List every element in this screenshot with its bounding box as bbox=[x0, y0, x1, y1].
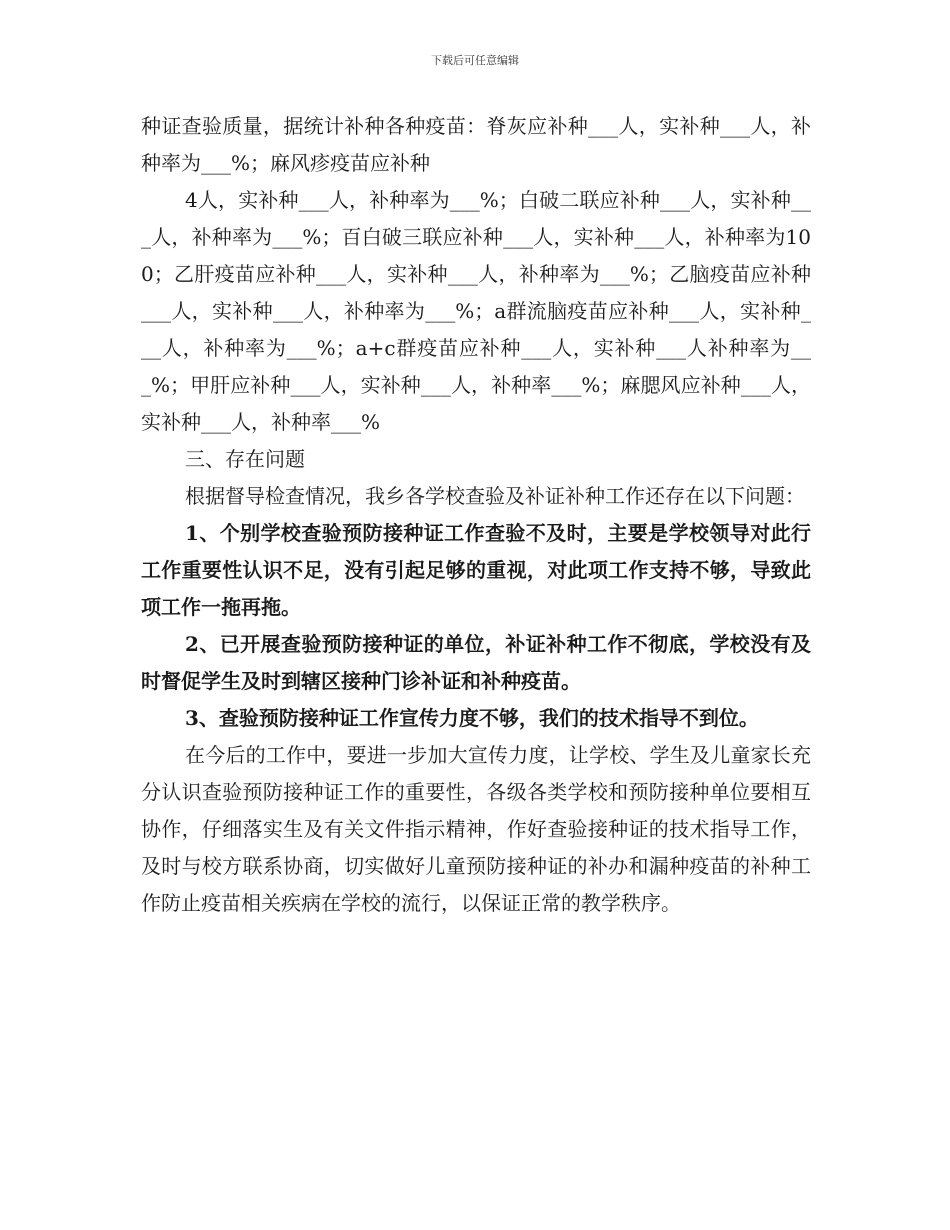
page-header: 下载后可任意编辑 bbox=[431, 54, 519, 67]
problem-item-3: 3、查验预防接种证工作宣传力度不够，我们的技术指导不到位。 bbox=[185, 706, 759, 730]
paragraph-future-work: 在今后的工作中，要进一步加大宣传力度，让学校、学生及儿童家长充分认识查验预防接种证工作的重要性，各级各类学校和预防接种单位要相互协作，仔细落实生及有关文件指示精神，作好查验接种证的技术指导工作，及时与校方联系协商，切实做好儿童预防接种证的补办和漏种疫苗的补种工作防止疫苗相关疾病在学校的流行，以保证正常的教学秩序。 bbox=[141, 743, 811, 915]
document-body bbox=[141, 108, 811, 922]
section-heading-problems: 三、存在问题 bbox=[185, 447, 305, 471]
paragraph-vaccine-stats-1: 种证查验质量，据统计补种各种疫苗：脊灰应补种___人，实补种___人，补种率为___%；麻风疹疫苗应补种 bbox=[141, 114, 811, 175]
problem-item-1: 1、个别学校查验预防接种证工作查验不及时，主要是学校领导对此行工作重要性认识不足，没有引起足够的重视，对此项工作支持不够，导致此项工作一拖再拖。 bbox=[141, 521, 811, 619]
paragraph-problems-intro: 根据督导检查情况，我乡各学校查验及补证补种工作还存在以下问题： bbox=[185, 484, 805, 508]
paragraph-vaccine-stats-2: 4人，实补种___人，补种率为___%；白破二联应补种___人，实补种___人，补种率为___%；百白破三联应补种___人，实补种___人，补种率为100；乙肝疫苗应补种___人，实补种___人，补种率为___%；乙脑疫苗应补种___人，实补种___人，补种率为___%；a群流脑疫苗应补种___人，实补种___人，补种率为___%；a+c群疫苗应补种___人，实补种___人补种率为___%；甲肝应补种___人，实补种___人，补种率___%；麻腮风应补种___人，实补种___人，补种率___% bbox=[141, 188, 811, 434]
problem-item-2: 2、已开展查验预防接种证的单位，补证补种工作不彻底，学校没有及时督促学生及时到辖区接种门诊补证和补种疫苗。 bbox=[141, 632, 811, 693]
